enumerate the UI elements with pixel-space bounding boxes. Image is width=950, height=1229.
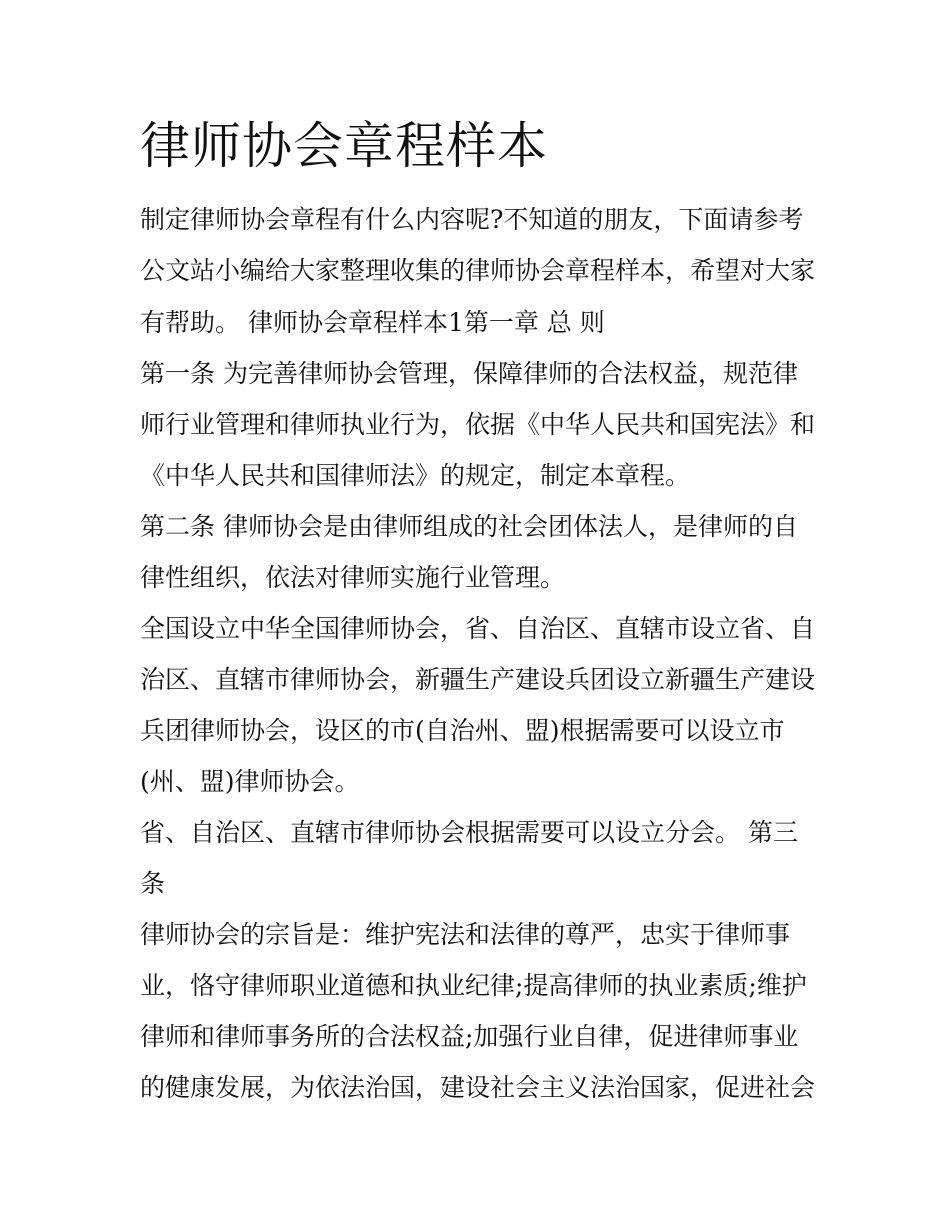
body-line: 公文站小编给大家整理收集的律师协会章程样本，希望对大家 (140, 256, 816, 285)
body-line: 条 (140, 869, 166, 898)
body-line: 律性组织，依法对律师实施行业管理。 (140, 563, 566, 592)
body-line: 《中华人民共和国律师法》的规定，制定本章程。 (140, 461, 691, 490)
body-line: 省、自治区、直辖市律师协会根据需要可以设立分会。 第三 (140, 818, 798, 847)
body-line: 制定律师协会章程有什么内容呢?不知道的朋友，下面请参考 (140, 205, 804, 234)
body-line: (州、盟)律师协会。 (140, 767, 360, 796)
body-line: 兵团律师协会，设区的市(自治州、盟)根据需要可以设立市 (140, 716, 785, 745)
document-title: 律师协会章程样本 (140, 117, 548, 175)
body-line: 有帮助。 律师协会章程样本1第一章 总 则 (140, 308, 605, 337)
body-line: 第一条 为完善律师协会管理，保障律师的合法权益，规范律 (140, 359, 798, 388)
body-line: 第二条 律师协会是由律师组成的社会团体法人，是律师的自 (140, 512, 798, 541)
body-line: 的健康发展，为依法治国，建设社会主义法治国家，促进社会 (140, 1073, 816, 1102)
body-line: 治区、直辖市律师协会，新疆生产建设兵团设立新疆生产建设 (140, 665, 816, 694)
body-line: 师行业管理和律师执业行为，依据《中华人民共和国宪法》和 (140, 410, 816, 439)
body-line: 律师和律师事务所的合法权益;加强行业自律，促进律师事业 (140, 1022, 799, 1051)
body-line: 全国设立中华全国律师协会，省、自治区、直辖市设立省、自 (140, 614, 816, 643)
body-line: 业，恪守律师职业道德和执业纪律;提高律师的执业素质;维护 (140, 971, 807, 1000)
body-line: 律师协会的宗旨是：维护宪法和法律的尊严，忠实于律师事 (140, 920, 791, 949)
